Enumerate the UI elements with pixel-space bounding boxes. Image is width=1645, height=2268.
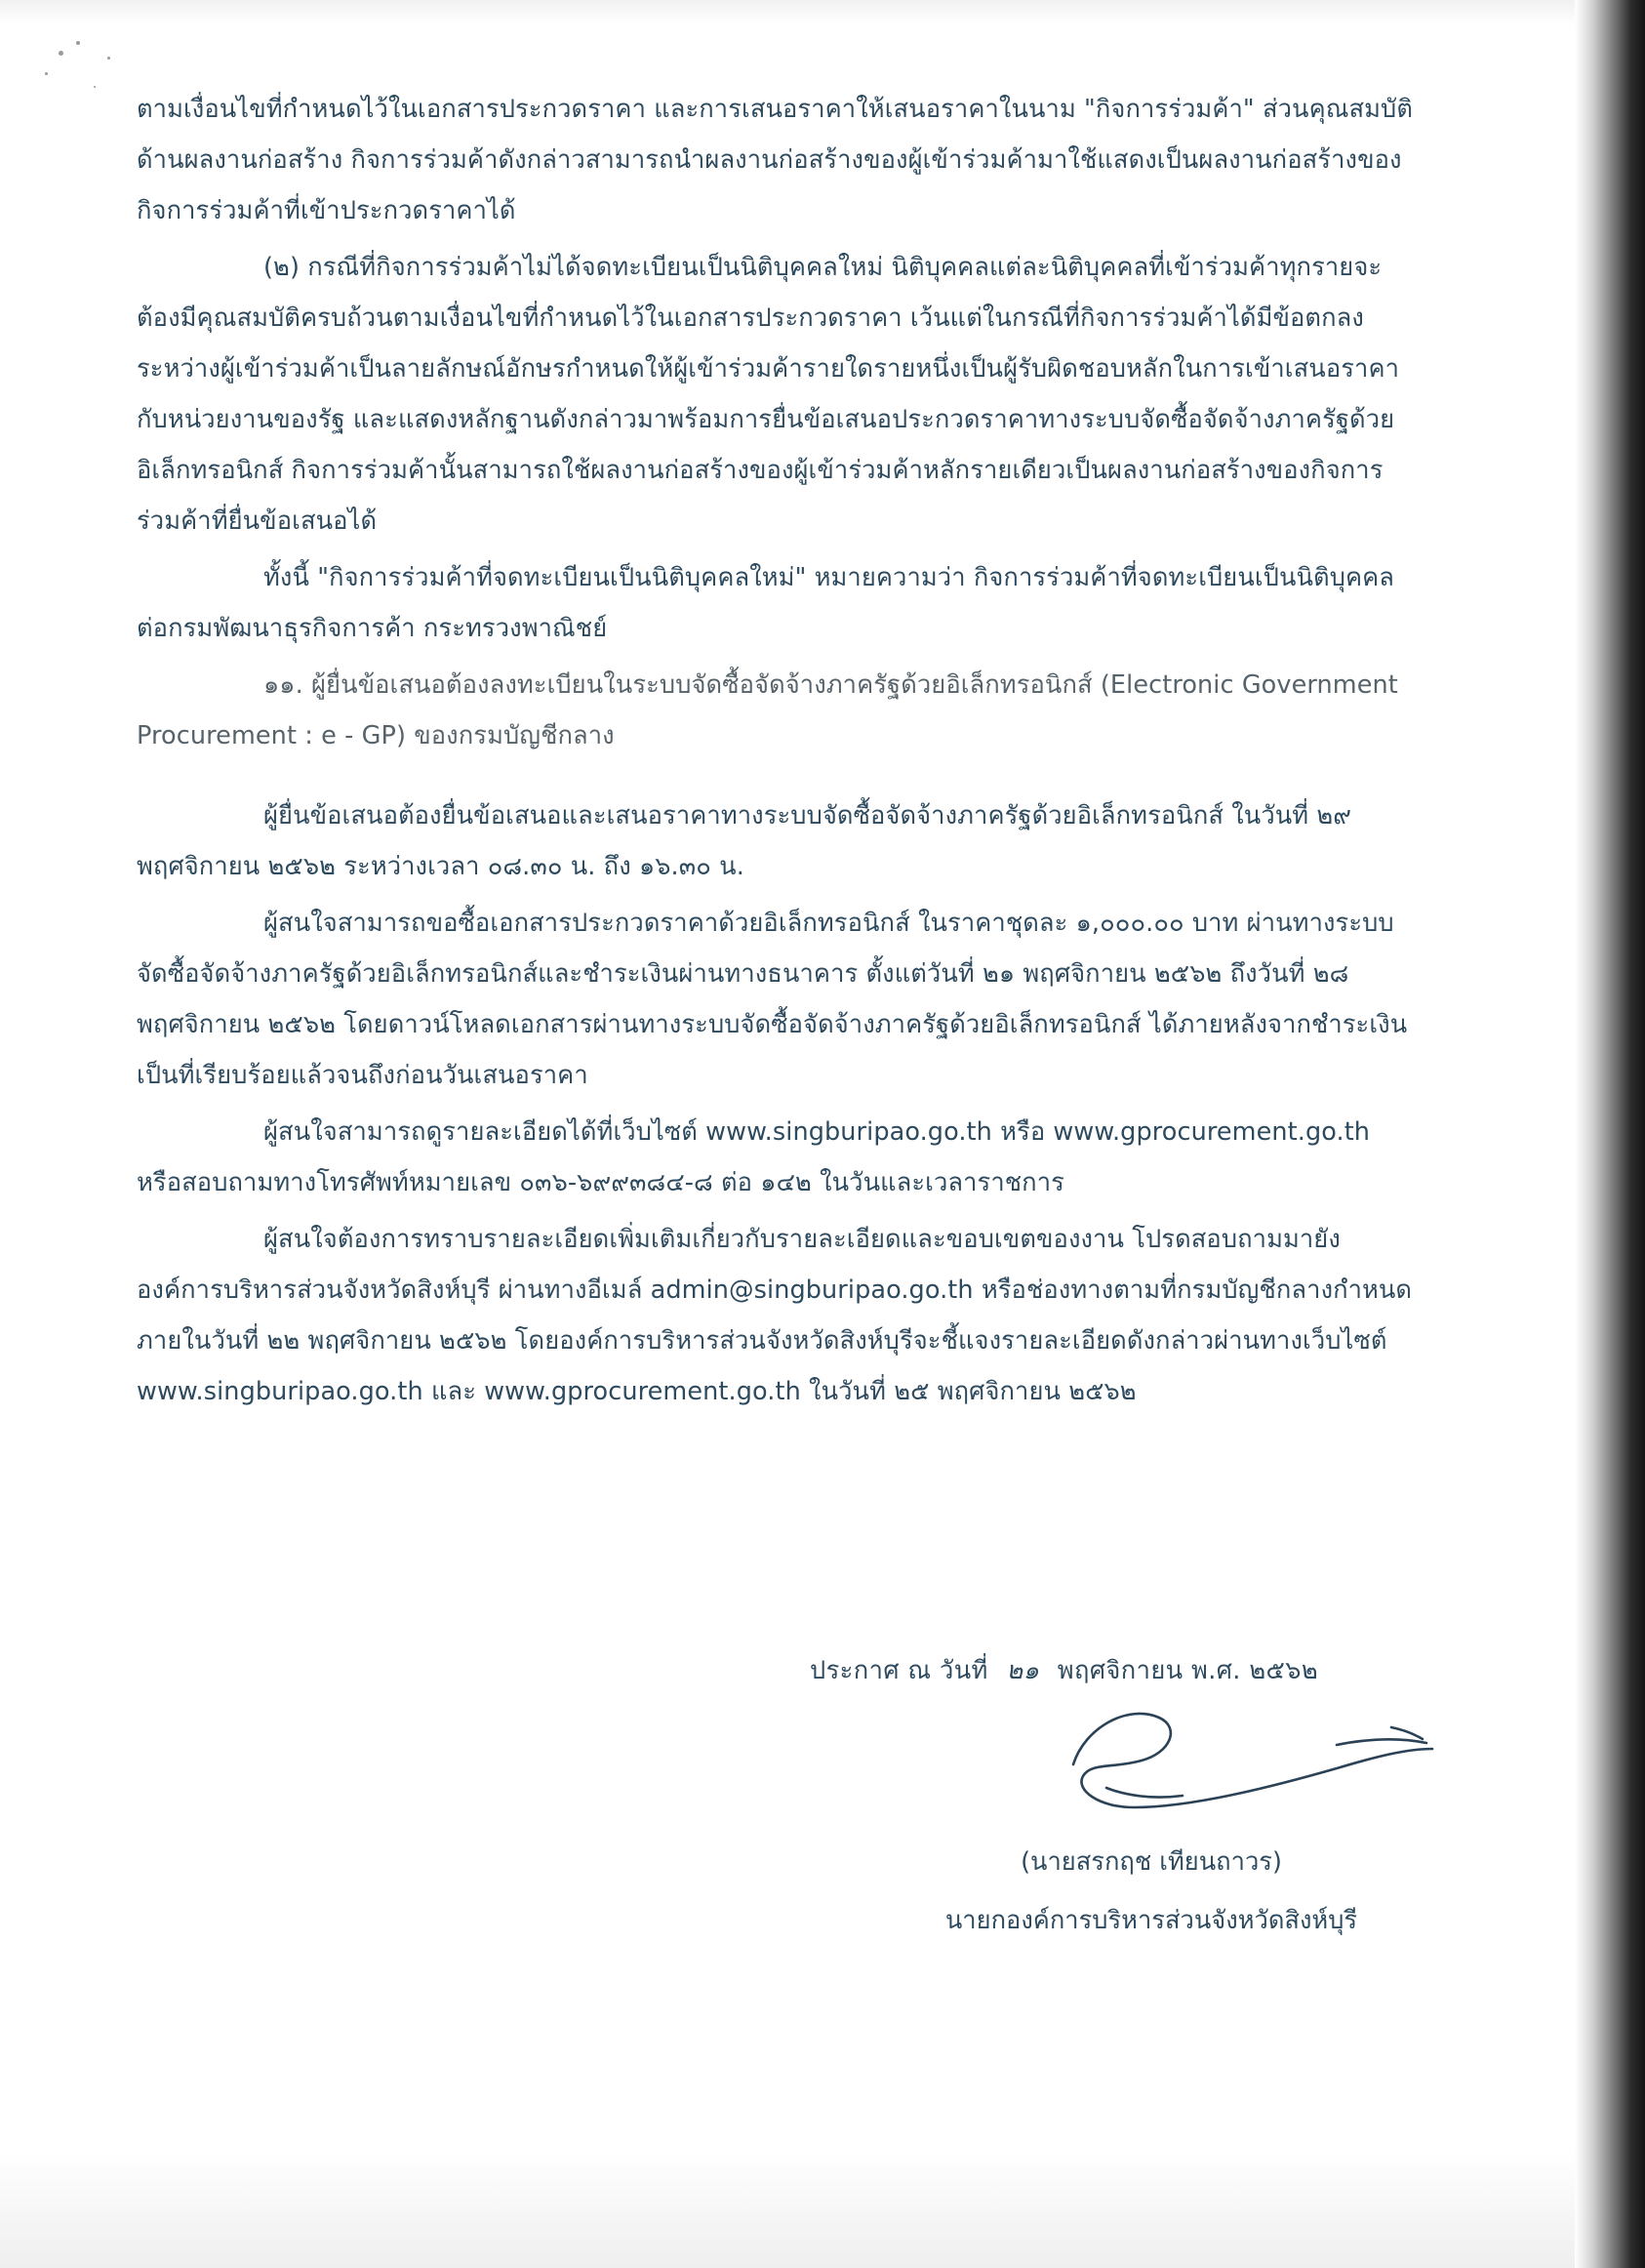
document-body: [137, 84, 1415, 1417]
scan-top-shading: [0, 0, 1575, 25]
scan-dark-edge: [1575, 0, 1645, 2268]
paragraph-continuation: ตามเงื่อนไขที่กำหนดไว้ในเอกสารประกวดราคา และการเสนอราคาให้เสนอราคาในนาม "กิจการร่วมค้า" ส่วนคุณสมบัติด้านผลงานก่อสร้าง กิจการร่วมค้าดังกล่าวสามารถนำผลงานก่อสร้างของผู้เข้าร่วมค้ามาใช้แสดงเป็นผลงานก่อสร้างของกิจการร่วมค้าที่เข้าประกวดราคาได้: [137, 95, 1414, 225]
scan-speckle: [59, 51, 63, 56]
paragraph-document-purchase: ผู้สนใจสามารถขอซื้อเอกสารประกวดราคาด้วยอิเล็กทรอนิกส์ ในราคาชุดละ ๑,๐๐๐.๐๐ บาท ผ่านทางระบบจัดซื้อจัดจ้างภาครัฐด้วยอิเล็กทรอนิกส์และชำระเงินผ่านทางธนาคาร ตั้งแต่วันที่ ๒๑ พฤศจิกายน ๒๕๖๒ ถึงวันที่ ๒๘ พฤศจิกายน ๒๕๖๒ โดยดาวน์โหลดเอกสารผ่านทางระบบจัดซื้อจัดจ้างภาครัฐด้วยอิเล็กทรอนิกส์ ได้ภายหลังจากชำระเงินเป็นที่เรียบร้อยแล้วจนถึงก่อนวันเสนอราคา: [137, 909, 1408, 1090]
scan-speckle: [76, 41, 80, 45]
scan-bottom-shading: [0, 2151, 1575, 2268]
signature-mark: [1044, 1694, 1464, 1841]
closing-prefix: ประกาศ ณ วันที่: [810, 1656, 988, 1685]
paragraph-submission-window: ผู้ยื่นข้อเสนอต้องยื่นข้อเสนอและเสนอราคาทางระบบจัดซื้อจัดจ้างภาครัฐด้วยอิเล็กทรอนิกส์ ในวันที่ ๒๙ พฤศจิกายน ๒๕๖๒ ระหว่างเวลา ๐๘.๓๐ น. ถึง ๑๖.๓๐ น.: [137, 801, 1352, 881]
closing-date-line: [810, 1651, 1415, 1690]
paragraph-additional-info: ผู้สนใจต้องการทราบรายละเอียดเพิ่มเติมเกี่ยวกับรายละเอียดและขอบเขตของงาน โปรดสอบถามมายังองค์การบริหารส่วนจังหวัดสิงห์บุรี ผ่านทางอีเมล์ admin@singburipao.go.th หรือช่องทางตามที่กรมบัญชีกลางกำหนดภายในวันที่ ๒๒ พฤศจิกายน ๒๕๖๒ โดยองค์การบริหารส่วนจังหวัดสิงห์บุรีจะชี้แจงรายละเอียดดังกล่าวผ่านทางเว็บไซต์ www.singburipao.go.th และ www.gprocurement.go.th ในวันที่ ๒๕ พฤศจิกายน ๒๕๖๒: [137, 1225, 1413, 1406]
signer-title: นายกองค์การบริหารส่วนจังหวัดสิงห์บุรี: [944, 1906, 1358, 1935]
signer-name: (นายสรกฤช เทียนถาวร): [1021, 1847, 1282, 1877]
paragraph-website-contact: ผู้สนใจสามารถดูรายละเอียดได้ที่เว็บไซต์ www.singburipao.go.th หรือ www.gprocurement.go.th หรือสอบถามทางโทรศัพท์หมายเลข ๐๓๖-๖๙๙๓๘๔-๘ ต่อ ๑๔๒ ในวันและเวลาราชการ: [137, 1117, 1371, 1197]
closing-suffix: พฤศจิกายน พ.ศ. ๒๕๖๒: [1057, 1656, 1319, 1685]
paragraph-item-11: ๑๑. ผู้ยื่นข้อเสนอต้องลงทะเบียนในระบบจัดซื้อจัดจ้างภาครัฐด้วยอิเล็กทรอนิกส์ (Electronic Government Procurement : e - GP) ของกรมบัญชีกลาง: [137, 670, 1398, 750]
closing-day-handwritten: ๒๑: [1006, 1656, 1040, 1685]
paragraph-clause-2: (๒) กรณีที่กิจการร่วมค้าไม่ได้จดทะเบียนเป็นนิติบุคคลใหม่ นิติบุคคลแต่ละนิติบุคคลที่เข้าร่วมค้าทุกรายจะต้องมีคุณสมบัติครบถ้วนตามเงื่อนไขที่กำหนดไว้ในเอกสารประกวดราคา เว้นแต่ในกรณีที่กิจการร่วมค้าได้มีข้อตกลงระหว่างผู้เข้าร่วมค้าเป็นลายลักษณ์อักษรกำหนดให้ผู้เข้าร่วมค้ารายใดรายหนึ่งเป็นผู้รับผิดชอบหลักในการเข้าเสนอราคากับหน่วยงานของรัฐ และแสดงหลักฐานดังกล่าวมาพร้อมการยื่นข้อเสนอประกวดราคาทางระบบจัดซื้อจัดจ้างภาครัฐด้วยอิเล็กทรอนิกส์ กิจการร่วมค้านั้นสามารถใช้ผลงานก่อสร้างของผู้เข้าร่วมค้าหลักรายเดียวเป็นผลงานก่อสร้างของกิจการร่วมค้าที่ยื่นข้อเสนอได้: [137, 253, 1400, 536]
scan-speckle: [107, 57, 110, 60]
paragraph-definition: ทั้งนี้ "กิจการร่วมค้าที่จดทะเบียนเป็นนิติบุคคลใหม่" หมายความว่า กิจการร่วมค้าที่จดทะเบียนเป็นนิติบุคคลต่อกรมพัฒนาธุรกิจการค้า กระทรวงพาณิชย์: [137, 563, 1395, 643]
scan-speckle: [45, 72, 48, 75]
scan-speckle: [94, 86, 96, 88]
